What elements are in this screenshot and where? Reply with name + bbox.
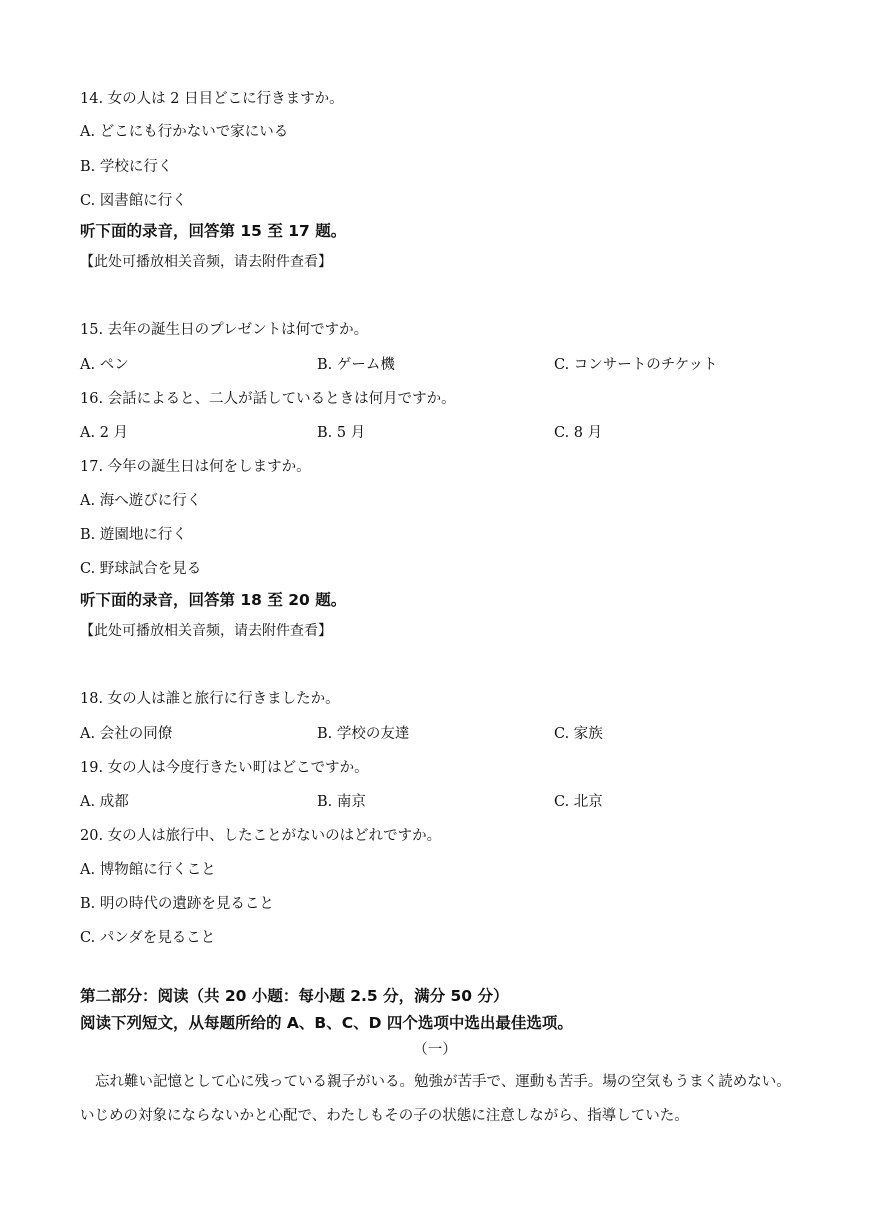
q16-option-b: B. 5 月 [317, 425, 366, 441]
q18-option-c: C. 家族 [554, 726, 603, 742]
question-17: 17. 今年の誕生日は何をしますか。 [80, 459, 311, 475]
q19-option-c: C. 北京 [554, 794, 603, 810]
q20-option-b: B. 明の時代の遺跡を見ること [80, 896, 274, 912]
q17-option-c: C. 野球試合を見る [80, 561, 202, 577]
part-two-heading: 第二部分：阅读（共 20 小题：每小题 2.5 分，满分 50 分） [80, 987, 509, 1005]
q19-option-b: B. 南京 [317, 794, 366, 810]
question-19: 19. 女の人は今度行きたい町はどこですか。 [80, 760, 369, 776]
q15-option-c: C. コンサートのチケット [554, 357, 718, 373]
q18-option-b: B. 学校の友達 [317, 726, 410, 742]
question-16: 16. 会話によると、二人が話しているときは何月ですか。 [80, 391, 456, 407]
passage-number: （一） [413, 1042, 457, 1058]
q17-option-a: A. 海へ遊びに行く [80, 493, 202, 509]
q17-option-b: B. 遊園地に行く [80, 527, 187, 543]
q16-option-a: A. 2 月 [80, 425, 129, 441]
question-20: 20. 女の人は旅行中、したことがないのはどれですか。 [80, 828, 442, 844]
section-heading-18-20: 听下面的录音，回答第 18 至 20 题。 [80, 591, 347, 609]
reading-instruction: 阅读下列短文，从每题所给的 A、B、C、D 四个选项中选出最佳选项。 [80, 1014, 573, 1032]
question-14: 14. 女の人は 2 日目どこに行きますか。 [80, 91, 344, 107]
q19-option-a: A. 成都 [80, 794, 129, 810]
q14-option-b: B. 学校に行く [80, 159, 173, 175]
audio-note-15-17: 【此处可播放相关音频，请去附件查看】 [80, 254, 332, 270]
q14-option-c: C. 図書館に行く [80, 193, 187, 209]
section-heading-15-17: 听下面的录音，回答第 15 至 17 题。 [80, 222, 347, 240]
question-18: 18. 女の人は誰と旅行に行きましたか。 [80, 691, 340, 707]
q16-option-c: C. 8 月 [554, 425, 603, 441]
audio-note-18-20: 【此处可播放相关音频，请去附件查看】 [80, 623, 332, 639]
q20-option-a: A. 博物館に行くこと [80, 862, 216, 878]
question-15: 15. 去年の誕生日のプレゼントは何ですか。 [80, 322, 369, 338]
q14-option-a: A. どこにも行かないで家にいる [80, 124, 289, 140]
q15-option-a: A. ペン [80, 357, 129, 373]
q20-option-c: C. パンダを見ること [80, 930, 216, 946]
q15-option-b: B. ゲーム機 [317, 357, 395, 373]
passage-paragraph: 忘れ難い記憶として心に残っている親子がいる。勉強が苦手で、運動も苦手。場の空気もうまく読めない。いじめの対象にならないかと心配で、わたしもその子の状態に注意しながら、指導していた。 [80, 1074, 791, 1124]
q18-option-a: A. 会社の同僚 [80, 726, 173, 742]
